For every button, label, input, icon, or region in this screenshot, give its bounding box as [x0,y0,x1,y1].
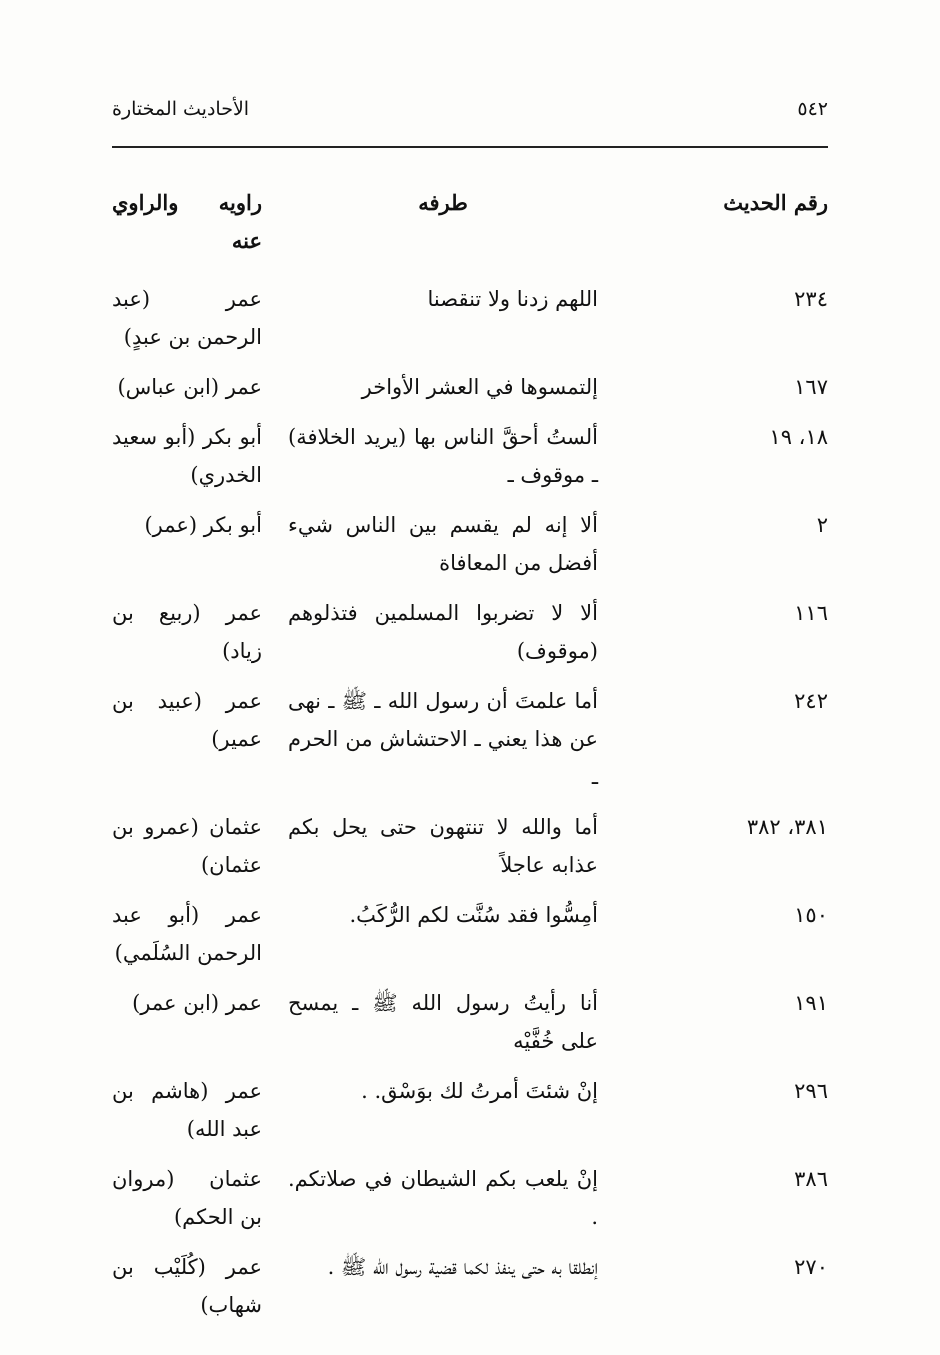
table-row [112,1072,828,1148]
hadith-text: إلتمسوها في العشر الأواخر [361,375,598,399]
header-rule [112,146,828,148]
hadith-narrator: عمر (ابن عباس) [117,375,262,399]
running-head [112,98,828,120]
hadith-number: ٢٩٦ [794,1079,828,1103]
table-row [112,368,828,406]
hadith-number: ١٦٧ [794,375,828,399]
hadith-text: اللهم زدنا ولا تنقصنا [427,287,598,311]
hadith-number: ٢٧٠ [794,1255,828,1279]
hadith-index-table [112,184,828,1336]
table-header-row [112,184,828,260]
hadith-number: ١٨، ١٩ [769,425,828,449]
hadith-text: أما علمتَ أن رسول الله ـ ﷺ ـ نهى عن هذا يعني ـ الاحتشاش من الحرم ـ [288,689,598,789]
table-row [112,506,828,582]
table-row [112,682,828,796]
hadith-narrator: عمر (عبد الرحمن بن عبدٍ) [112,287,262,349]
hadith-text: أنا رأيتُ رسول الله ﷺ ـ يمسح على خُفَّيْه [288,991,598,1053]
hadith-number: ٢ [816,513,828,537]
hadith-text: إنْ يلعب بكم الشيطان في صلاتكم. . [288,1167,598,1229]
book-title: الأحاديث المختارة [112,98,250,120]
hadith-number: ٣٨٦ [794,1167,828,1191]
hadith-narrator: عمر (ابن عمر) [132,991,262,1015]
hadith-text: ألا لا تضربوا المسلمين فتذلوهم (موقوف) [288,601,598,663]
hadith-narrator: أبو بكر (عمر) [144,513,262,537]
table-row [112,896,828,972]
hadith-text: إنطلقا به حتى ينفذ لكما قضية رسول الله ﷺ . [327,1255,598,1279]
hadith-narrator: عمر (عبيد بن عمير) [112,689,262,751]
table-row [112,1248,828,1324]
table-row [112,808,828,884]
header-text: طرفه [418,190,468,215]
hadith-narrator: عثمان (عمرو بن عثمان) [112,815,262,877]
hadith-narrator: عمر (كُلَيْب بن شهاب) [112,1255,262,1317]
hadith-narrator: أبو بكر (أبو سعيد الخدري) [112,425,262,487]
table-row [112,594,828,670]
hadith-text: ألا إنه لم يقسم بين الناس شيء أفضل من المعافاة [288,513,598,575]
hadith-number: ٢٤٢ [794,689,828,713]
table-row [112,984,828,1060]
hadith-text: أمِسُّوا فقد سُنَّت لكم الرُّكَبُ. [349,903,598,927]
hadith-number: ٢٣٤ [794,287,828,311]
page-number: ٥٤٢ [797,98,828,120]
hadith-number: ٣٨١، ٣٨٢ [746,815,828,839]
hadith-text: أما والله لا تنتهون حتى يحل بكم عذابه عاجلاً [288,815,598,877]
hadith-text: ألستُ أحقَّ الناس بها (يريد الخلافة) ـ موقوف ـ [288,425,598,487]
hadith-number: ١١٦ [794,601,828,625]
header-number: رقم الحديث [723,190,828,215]
hadith-number: ١٥٠ [794,903,828,927]
table-row [112,418,828,494]
hadith-narrator: عمر (ربيع بن زياد) [112,601,262,663]
hadith-text: إنْ شئتَ أمرتُ لك بوَسْق. . [361,1079,598,1103]
table-row [112,1160,828,1236]
table-row [112,280,828,356]
hadith-narrator: عمر (هاشم بن عبد الله) [112,1079,262,1141]
hadith-narrator: عمر (أبو عبد الرحمن السُلَمي) [112,903,262,965]
header-narrator: راويه والراوي عنه [112,190,262,253]
hadith-number: ١٩١ [794,991,828,1015]
hadith-narrator: عثمان (مروان بن الحكم) [112,1167,262,1229]
